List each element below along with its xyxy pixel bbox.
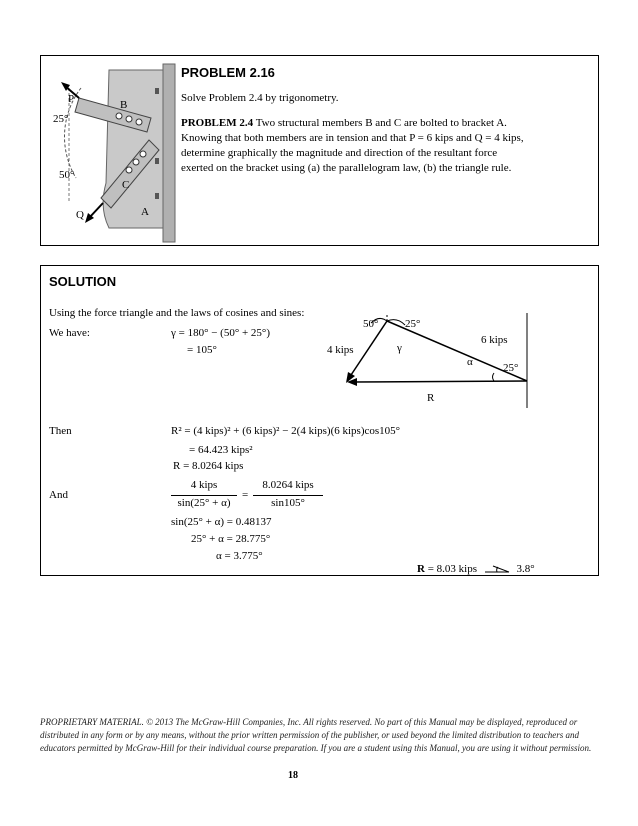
fig-label-C: C	[122, 179, 130, 191]
gamma-eq-1: γ = 180° − (50° + 25°)	[171, 327, 270, 339]
we-have-label: We have:	[49, 327, 90, 339]
page-number: 18	[288, 770, 298, 781]
fig-label-angle-top: 25°	[53, 113, 69, 125]
sine-eq: =	[242, 489, 249, 501]
sine-den-left: sin(25° + α)	[177, 497, 231, 509]
problem-line-1: Two structural members B and C are bolted to bracket A.	[255, 117, 507, 129]
problem-title: PROBLEM 2.16	[181, 65, 275, 80]
sketch-label-6kips: 6 kips	[481, 334, 508, 346]
fig-label-A: A	[141, 206, 149, 218]
sketch-label-25: 25°	[503, 362, 519, 374]
bracket-figure	[51, 58, 191, 243]
sketch-label-4kips: 4 kips	[327, 344, 354, 356]
final-answer	[417, 562, 535, 577]
problem-line-3: determine graphically the magnitude and direction of the resultant force	[181, 147, 498, 159]
fig-label-P: P	[68, 93, 75, 105]
answer-angle: 3.8°	[516, 563, 535, 575]
solution-intro: Using the force triangle and the laws of cosines and sines:	[49, 307, 305, 319]
alpha-eq-1: sin(25° + α) = 0.48137	[171, 516, 272, 528]
alpha-eq-2: 25° + α = 28.775°	[191, 533, 271, 545]
solution-box	[40, 265, 599, 576]
problem-box	[40, 55, 599, 246]
and-label: And	[49, 489, 68, 501]
cos-eq-1: R² = (4 kips)² + (6 kips)² − 2(4 kips)(6 kips)cos105°	[171, 425, 401, 437]
problem-line-2: Knowing that both members are in tension and that P = 6 kips and Q = 4 kips,	[181, 132, 524, 144]
angle-arrow-icon	[483, 564, 511, 574]
frac-line-right	[253, 495, 323, 496]
fig-label-Q: Q	[76, 209, 84, 221]
frac-line-left	[171, 495, 237, 496]
cos-eq-2: = 64.423 kips²	[189, 444, 253, 456]
sketch-label-25-top: 25°	[405, 318, 421, 330]
sine-den-right: sin105°	[271, 497, 305, 509]
alpha-eq-3: α = 3.775°	[216, 550, 263, 562]
sketch-label-gamma: γ	[397, 342, 402, 354]
problem-line-4: exerted on the bracket using (a) the parallelogram law, (b) the triangle rule.	[181, 162, 512, 174]
sketch-label-50: 50°	[363, 318, 379, 330]
cos-eq-3: R = 8.0264 kips	[173, 460, 244, 472]
then-label: Then	[49, 425, 72, 437]
sine-num-left: 4 kips	[190, 479, 218, 491]
sine-num-right: 8.0264 kips	[262, 479, 314, 491]
solution-title: SOLUTION	[49, 274, 117, 289]
gamma-eq-2: = 105°	[187, 344, 217, 356]
answer-value: = 8.03 kips	[427, 563, 477, 575]
fig-label-B: B	[120, 99, 128, 111]
problem-instruction: Solve Problem 2.4 by trigonometry.	[181, 92, 339, 104]
problem-ref-line	[181, 116, 507, 131]
sketch-label-R: R	[427, 392, 435, 404]
problem-ref-label: PROBLEM 2.4	[181, 117, 254, 129]
copyright-footer: PROPRIETARY MATERIAL. © 2013 The McGraw-Hill Companies, Inc. All rights reserved. No part of this Manual may be displayed, reproduced or distributed in any form or by any means, without the prior written permission of the publisher, or used beyond the limited distribution to teachers and educators permitted by McGraw-Hill for their individual course preparation. If you are a student using this Manual, you are using it without permission.	[40, 717, 592, 753]
fig-label-angle-bottom: 50°	[59, 169, 75, 181]
sketch-label-alpha: α	[467, 356, 473, 368]
answer-R: R	[417, 563, 425, 575]
